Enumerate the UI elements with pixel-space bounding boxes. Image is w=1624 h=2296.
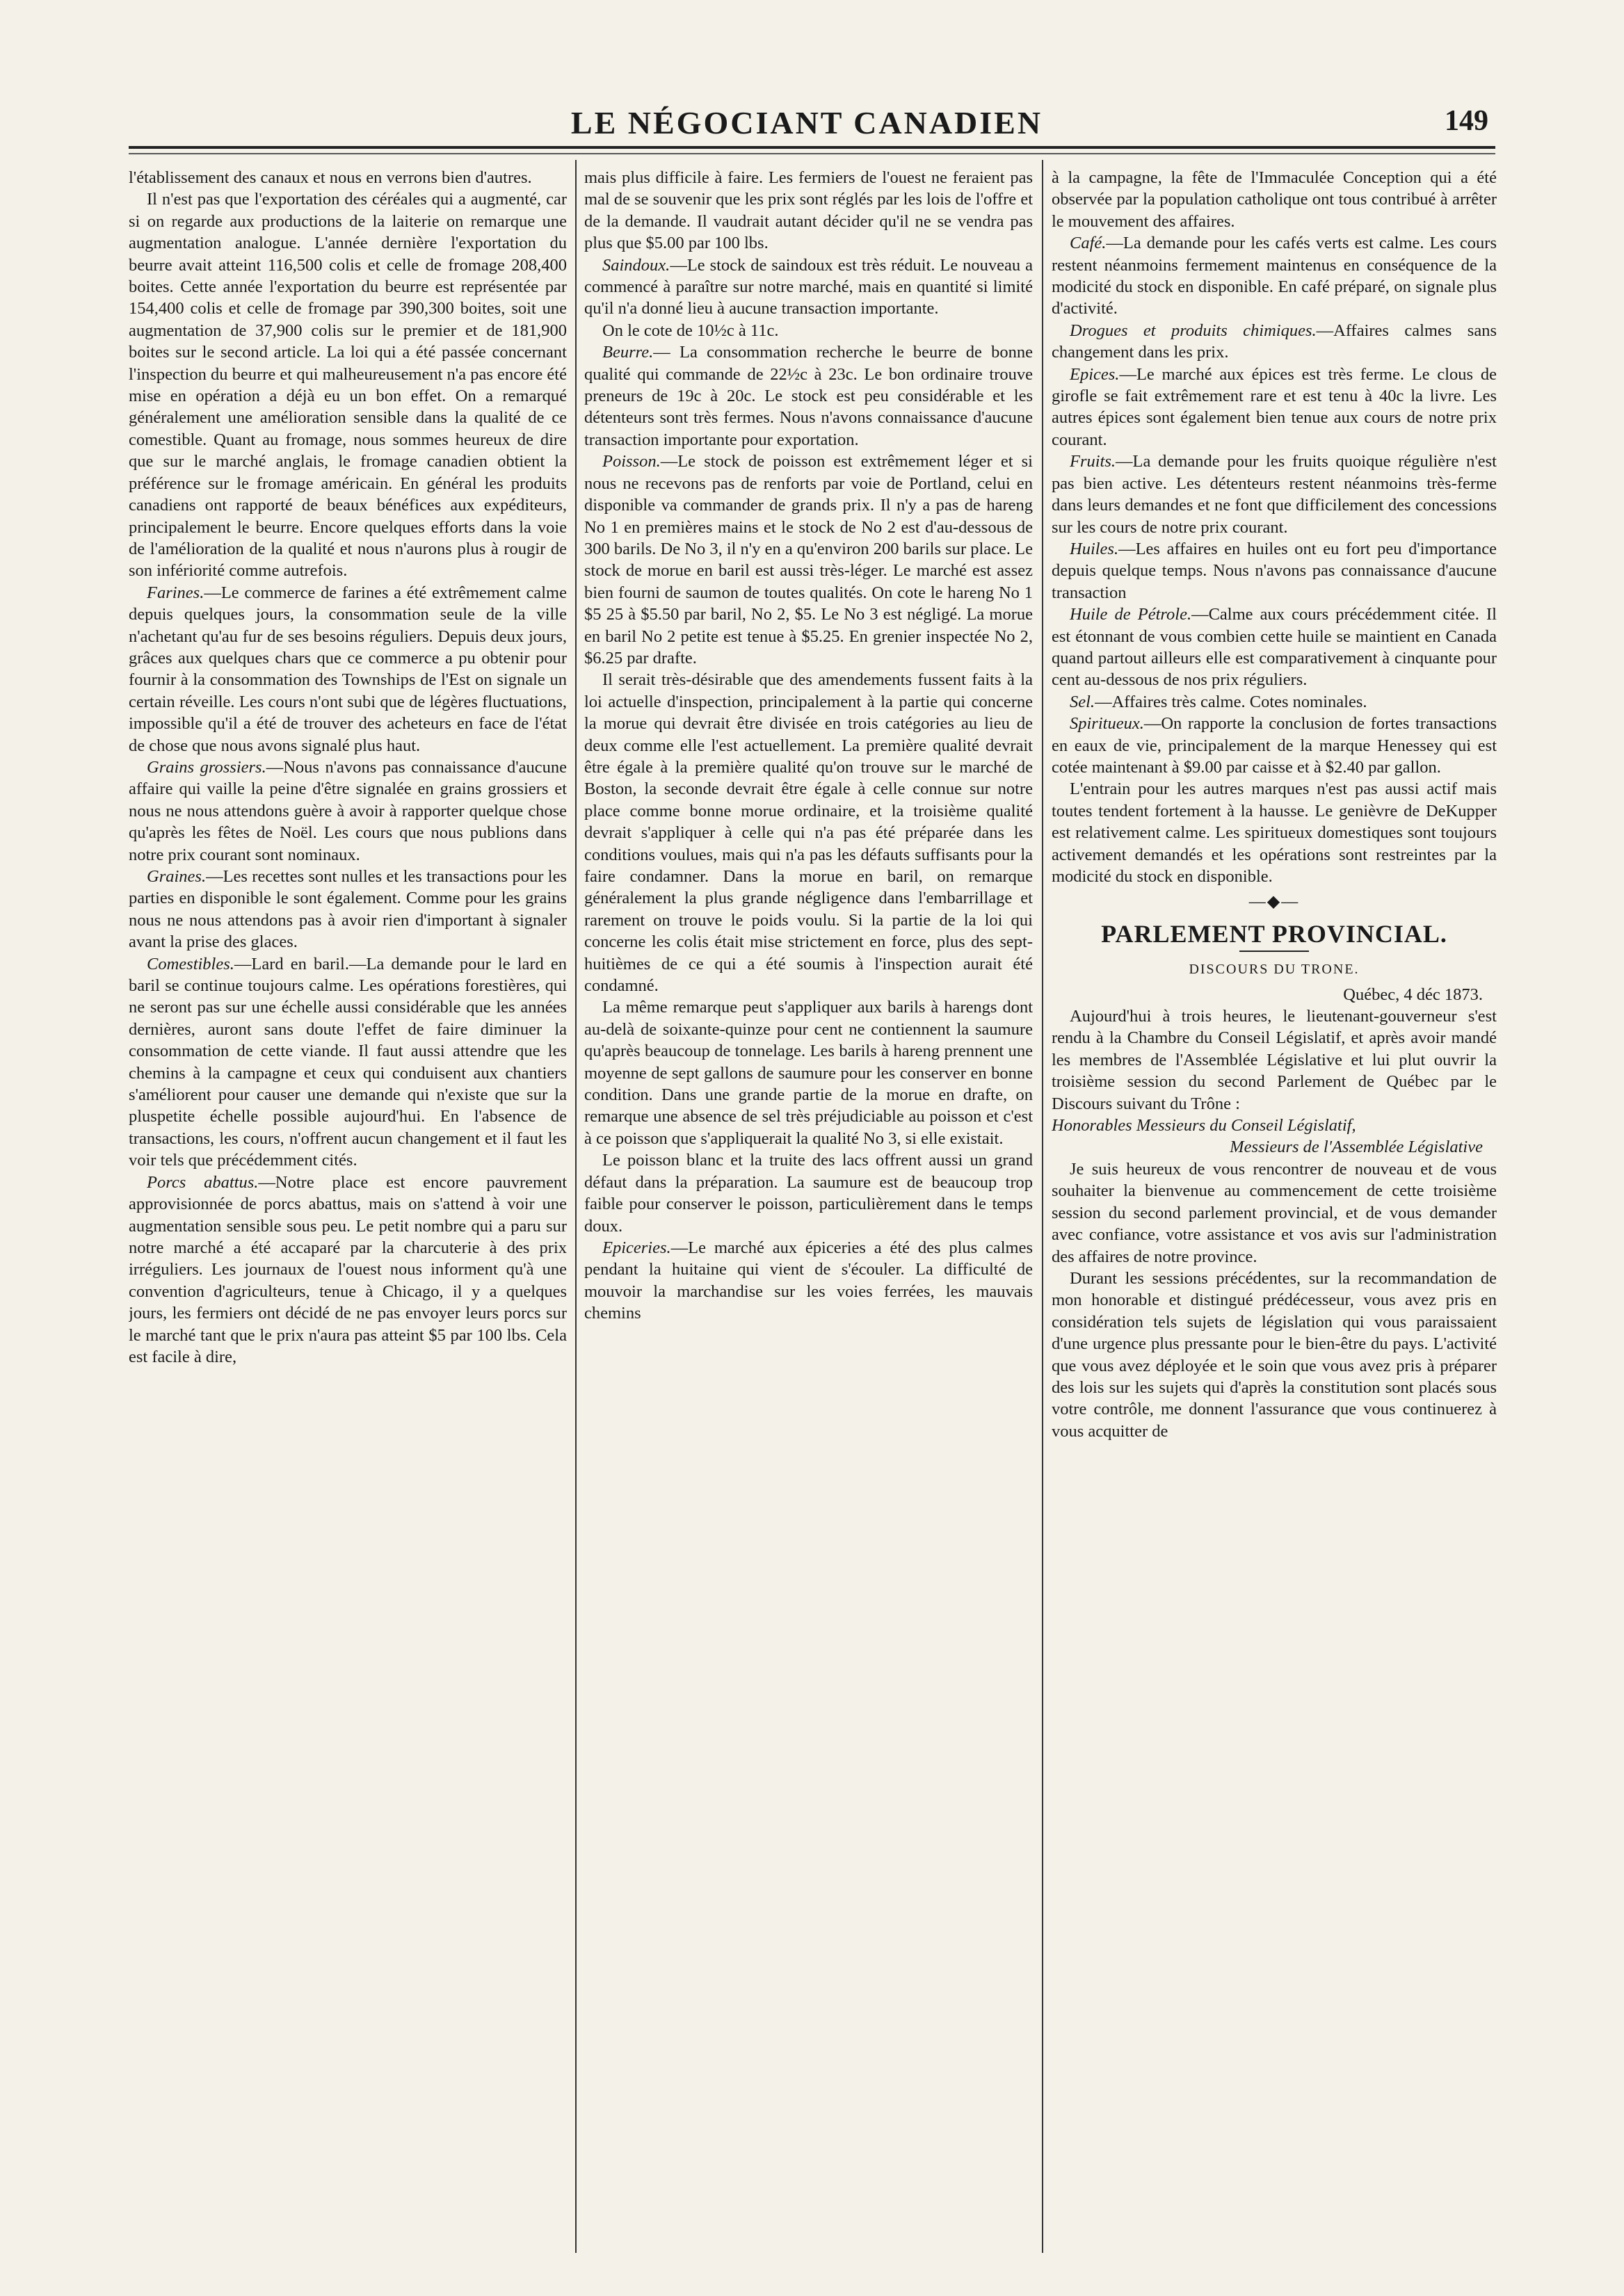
lead-epiceries: Epiceries. xyxy=(602,1238,671,1257)
paragraph-farines: Farines.—Le commerce de farines a été extrêmement calme depuis quelques jours, la consommation seule de la ville n'achetant qu'au fur de ses besoins réguliers. Depuis deux jours, grâces aux quelques chars que ce commerce a pu obtenir pour fournir à la consommation des Townships de l'Est on signale un certain réveille. Les cours n'ont subi que de légères fluctuations, impossible qu'il a été de trouver des acheteurs en face de l'état de chose que nous avons signalé plus haut. xyxy=(129,583,567,755)
ornament-divider: —◆— xyxy=(1248,893,1300,912)
lead-fruits: Fruits. xyxy=(1070,452,1116,471)
section-rule xyxy=(1239,951,1309,952)
lead-spiritueux: Spiritueux. xyxy=(1070,714,1144,734)
paragraph-cafe: Café.—La demande pour les cafés verts est calme. Les cours restent néanmoins fermement maintenus en conséquence de la modicité du stock en disponible. En café préparé, on signale plus d'activité. xyxy=(1052,234,1497,318)
page-header xyxy=(118,97,1495,146)
paragraph-grains: Grains grossiers.—Nous n'avons pas connaissance d'aucune affaire qui vaille la peine d'être signalée en grains grossiers et nous ne nous attendons guère à avoir à rapporter quelque chose qu'après les fêtes de Noël. Les cours que nous publions dans notre prix courant sont nominaux. xyxy=(129,757,567,864)
header-rule xyxy=(129,146,1495,154)
column-divider-2 xyxy=(1042,160,1043,2253)
paragraph: Je suis heureux de vous rencontrer de nouveau et de vous souhaiter la bienvenue au commencement de cette troisième session du second parlement provincial, et de vous demander avec confiance, votre assistance et vos avis sur l'administration des affaires de notre province. xyxy=(1052,1159,1497,1266)
paragraph: mais plus difficile à faire. Les fermiers de l'ouest ne feraient pas mal de se souvenir que les prix sont réglés par les lois de l'offre et de la demande. Il vaudrait autant décider qu'il ne se vendra pas plus que $5.00 par 100 lbs. xyxy=(584,168,1033,253)
lead-grains: Grains grossiers. xyxy=(147,757,266,777)
column-1 xyxy=(129,167,567,2253)
page-number: 149 xyxy=(1445,105,1488,137)
paragraph-drogues: Drogues et produits chimiques.—Affaires calmes sans changement dans les prix. xyxy=(1052,321,1497,362)
dateline: Québec, 4 déc 1873. xyxy=(1343,985,1483,1004)
newspaper-title: LE NÉGOCIANT CANADIEN xyxy=(570,105,1043,140)
lead-poisson: Poisson. xyxy=(602,452,661,471)
paragraph: L'entrain pour les autres marques n'est pas aussi actif mais toutes tendent fortement à la hausse. Le genièvre de DeKupper est relativement calme. Les spiritueux domestiques sont toujours activement demandés et les opérations sont restreintes par la modicité du stock en disponible. xyxy=(1052,779,1497,886)
paragraph: La même remarque peut s'appliquer aux barils à harengs dont au-delà de soixante-quinze pour cent ne contiennent la saumure qu'après beaucoup de tonnelage. Les barils à hareng prennent une moyenne de sept gallons de saumure pour les conserver en bonne condition. Dans une grande partie de la morue en drafte, on remarque une absence de sel très préjudiciable au poisson et c'est à ce poisson que s'appliquerait la qualité No 3, si elle existait. xyxy=(584,998,1033,1148)
paragraph-poisson: Poisson.—Le stock de poisson est extrêmement léger et si nous ne recevons pas de renforts par voie de Portland, celui en disponible va commander de grands prix. Il n'y a pas de hareng No 1 en premières mains et le stock de No 2 est d'au-dessous de 300 barils. De No 3, il n'y en a qu'environ 200 barils sur place. Le stock de morue en baril est aussi très-léger. Le marché est assez bien fourni de saumon de toutes qualités. On cote le hareng No 1 $5 25 à $5.50 par baril, No 2, $5. Le No 3 est négligé. La morue en baril No 2 petite est tenue à $5.25. En grenier inspectée No 2, $6.25 par drafte. xyxy=(584,452,1033,668)
paragraph: l'établissement des canaux et nous en verrons bien d'autres. xyxy=(129,168,532,187)
paragraph: Le poisson blanc et la truite des lacs offrent aussi un grand défaut dans la préparation. La saumure est de beaucoup trop faible pour conserver le poisson, particulièrement dans le temps doux. xyxy=(584,1151,1033,1236)
lead-drogues: Drogues et produits chimiques. xyxy=(1070,321,1317,340)
salutation: Messieurs de l'Assemblée Législative xyxy=(1230,1138,1483,1157)
section-title: PARLEMENT PROVINCIAL. xyxy=(1101,919,1447,948)
paragraph-sel: Sel.—Affaires très calme. Cotes nominales. xyxy=(1070,692,1367,711)
paragraph-epiceries: Epiceries.—Le marché aux épiceries a été des plus calmes pendant la huitaine qui vient de s'écouler. La difficulté de mouvoir la marchandise sur les voies ferrées, les mauvais chemins xyxy=(584,1238,1033,1323)
paragraph-huiles: Huiles.—Les affaires en huiles ont eu fort peu d'importance depuis quelque temps. Nous n'avons pas connaissance d'aucune transaction xyxy=(1052,539,1497,602)
paragraph-graines: Graines.—Les recettes sont nulles et les transactions pour les parties en disponible le sont également. Comme pour les grains nous ne nous attendons pas à avoir rien d'important à signaler avant la prise des glaces. xyxy=(129,867,567,952)
paragraph: On le cote de 10½c à 11c. xyxy=(602,321,779,340)
lead-beurre: Beurre. xyxy=(602,343,654,362)
column-divider-1 xyxy=(575,160,577,2253)
lead-graines: Graines. xyxy=(147,867,207,886)
lead-huiles: Huiles. xyxy=(1070,539,1119,558)
lead-epices: Epices. xyxy=(1070,364,1120,384)
subheading: DISCOURS DU TRONE. xyxy=(1189,962,1360,978)
paragraph-petrole: Huile de Pétrole.—Calme aux cours précédemment citée. Il est étonnant de vous combien cette huile se maintient en Canada quand partout ailleurs elle est comparativement à cinquante pour cent au-dessous de nos prix réguliers. xyxy=(1052,605,1497,690)
paragraph-beurre: Beurre.— La consommation recherche le beurre de bonne qualité qui commande de 22½c à 23c. Le bon ordinaire trouve preneurs de 19c à 20c. Le stock est peu considérable et les détenteurs sont très fermes. Nous n'avons connaissance d'aucune transaction importante pour exportation. xyxy=(584,343,1033,449)
paragraph-saindoux: Saindoux.—Le stock de saindoux est très réduit. Le nouveau a commencé à paraître sur notre marché, mais en quantité si limité qu'il n'a donné lieu à aucune transaction importante. xyxy=(584,255,1033,318)
paragraph-epices: Epices.—Le marché aux épices est très ferme. Le clous de girofle se fait extrêmement rare et est tenu à 40c la livre. Les autres épices sont également bien tenue aux cours de notre prix courant. xyxy=(1052,364,1497,449)
paragraph: à la campagne, la fête de l'Immaculée Conception qui a été observée par la population catholique ont tous contribué à arrêter le mouvement des affaires. xyxy=(1052,168,1497,231)
paragraph-porcs: Porcs abattus.—Notre place est encore pauvrement approvisionnée de porcs abattus, mais on s'attend à voir une augmentation sensible sous peu. Le petit nombre qui a paru sur notre marché a été accaparé par la charcuterie à des prix irréguliers. Les journaux de l'ouest nous informent qu'à une convention d'agriculteurs, tenue à Chicago, il y a quelques jours, les fermiers ont décidé de ne pas envoyer leurs porcs sur le marché tant que le prix n'aura pas atteint $5 par 100 lbs. Cela est facile à dire, xyxy=(129,1172,567,1366)
column-3 xyxy=(1052,167,1497,2253)
salutation: Honorables Messieurs du Conseil Législatif, xyxy=(1052,1116,1356,1135)
lead-saindoux: Saindoux. xyxy=(602,255,670,275)
lead-cafe: Café. xyxy=(1070,234,1107,253)
paragraph: Il n'est pas que l'exportation des céréales qui a augmenté, car si on regarde aux productions de la laiterie on remarque une augmentation analogue. L'année dernière l'exportation du beurre avait atteint 116,500 colis et celle de fromage 208,400 boites. Cette année l'exportation du beurre est représentée par 154,400 colis et celle de fromage par 390,300 boites, soit une augmentation de 37,900 colis sur le premier et de 181,900 boites sur le second article. La loi qui a été passée concernant l'inspection du beurre et qui malheureusement n'a pas encore été mise en opération a déjà eu un bon effet. On a remarqué généralement une amélioration sensible dans la qualité de ce comestible. Quant au fromage, nous sommes heureux de dire que sur le marché anglais, le fromage canadien obtient la préférence sur le fromage américain. En général les produits canadiens ont rapporté de beaux bénéfices aux expéditeurs, principalement le beurre. Encore quelques efforts dans la voie de l'amélioration de la qualité et nous n'aurons plus à rougir de son infériorité comme autrefois. xyxy=(129,190,567,581)
column-2 xyxy=(584,167,1033,2253)
paragraph-comestibles: Comestibles.—Lard en baril.—La demande pour le lard en baril se continue toujours calme. Les opérations forestières, qui ne seront pas sur une échelle aussi considérable que les années dernières, auront sans doute l'effet de faire diminuer la consommation de cette viande. Il faut aussi attendre que les chemins à la campagne et ceux qui conduisent aux chantiers s'améliorent pour causer une demande qui n'existe que sur la pluspetite échelle possible aujourd'hui. En l'absence de transactions, les cours, n'offrent aucun changement et il faut les voir tels que précédemment cités. xyxy=(129,954,567,1170)
lead-sel: Sel. xyxy=(1070,692,1095,711)
paragraph: Durant les sessions précédentes, sur la recommandation de mon honorable et distingué prédécesseur, vous avez pris en considération tels sujets de législation qui vous paraissaient d'une urgence plus pressante pour le bien-être du pays. L'activité que vous avez déployée et le soin que vous avez pris à préparer des lois sur les sujets qui d'après la constitution sont placés sous votre contrôle, me donnent l'assurance que vous continuerez à vous acquitter de xyxy=(1052,1268,1497,1441)
paragraph: Aujourd'hui à trois heures, le lieutenant-gouverneur s'est rendu à la Chambre du Conseil Législatif, et après avoir mandé les membres de l'Assemblée Législative et lui plut ouvrir la troisième session du second Parlement de Québec par le Discours suivant du Trône : xyxy=(1052,1007,1497,1113)
lead-petrole: Huile de Pétrole. xyxy=(1070,605,1192,624)
paragraph-spiritueux: Spiritueux.—On rapporte la conclusion de fortes transactions en eaux de vie, principalement de la marque Henessey qui est cotée maintenant à $9.00 par caisse et à $2.40 par gallon. xyxy=(1052,714,1497,777)
paragraph: Il serait très-désirable que des amendements fussent faits à la loi actuelle d'inspection, principalement à la partie qui concerne la morue qui devrait être divisée en trois catégories au lieu de deux comme elle l'est actuellement. La première qualité devrait être égale à la première qualité qu'on trouve sur le marché de Boston, la seconde devrait être égale à celle connue sur notre place comme bonne morue ordinaire, et la troisième qualité devrait s'appliquer à celle qui n'a pas été préparée dans les conditions voulues, mais qui n'a pas les défauts suffisants pour la faire condamner. Dans la morue en baril, on remarque généralement la plus grande négligence dans l'embarrillage et rarement on trouve le poids voulu. Si la partie de la loi qui concerne les colis était mise strictement en force, plus des sept-huitièmes de ce qui a été soumis à l'inspection aurait été condamné. xyxy=(584,670,1033,996)
lead-comestibles: Comestibles. xyxy=(147,954,234,973)
paragraph-fruits: Fruits.—La demande pour les fruits quoique régulière n'est pas bien active. Les détenteurs restent néanmoins très-ferme dans leurs demandes et ne font que difficilement des concessions sur les cours de notre prix courant. xyxy=(1052,452,1497,537)
lead-farines: Farines. xyxy=(147,583,204,602)
lead-porcs: Porcs abattus. xyxy=(147,1172,259,1192)
